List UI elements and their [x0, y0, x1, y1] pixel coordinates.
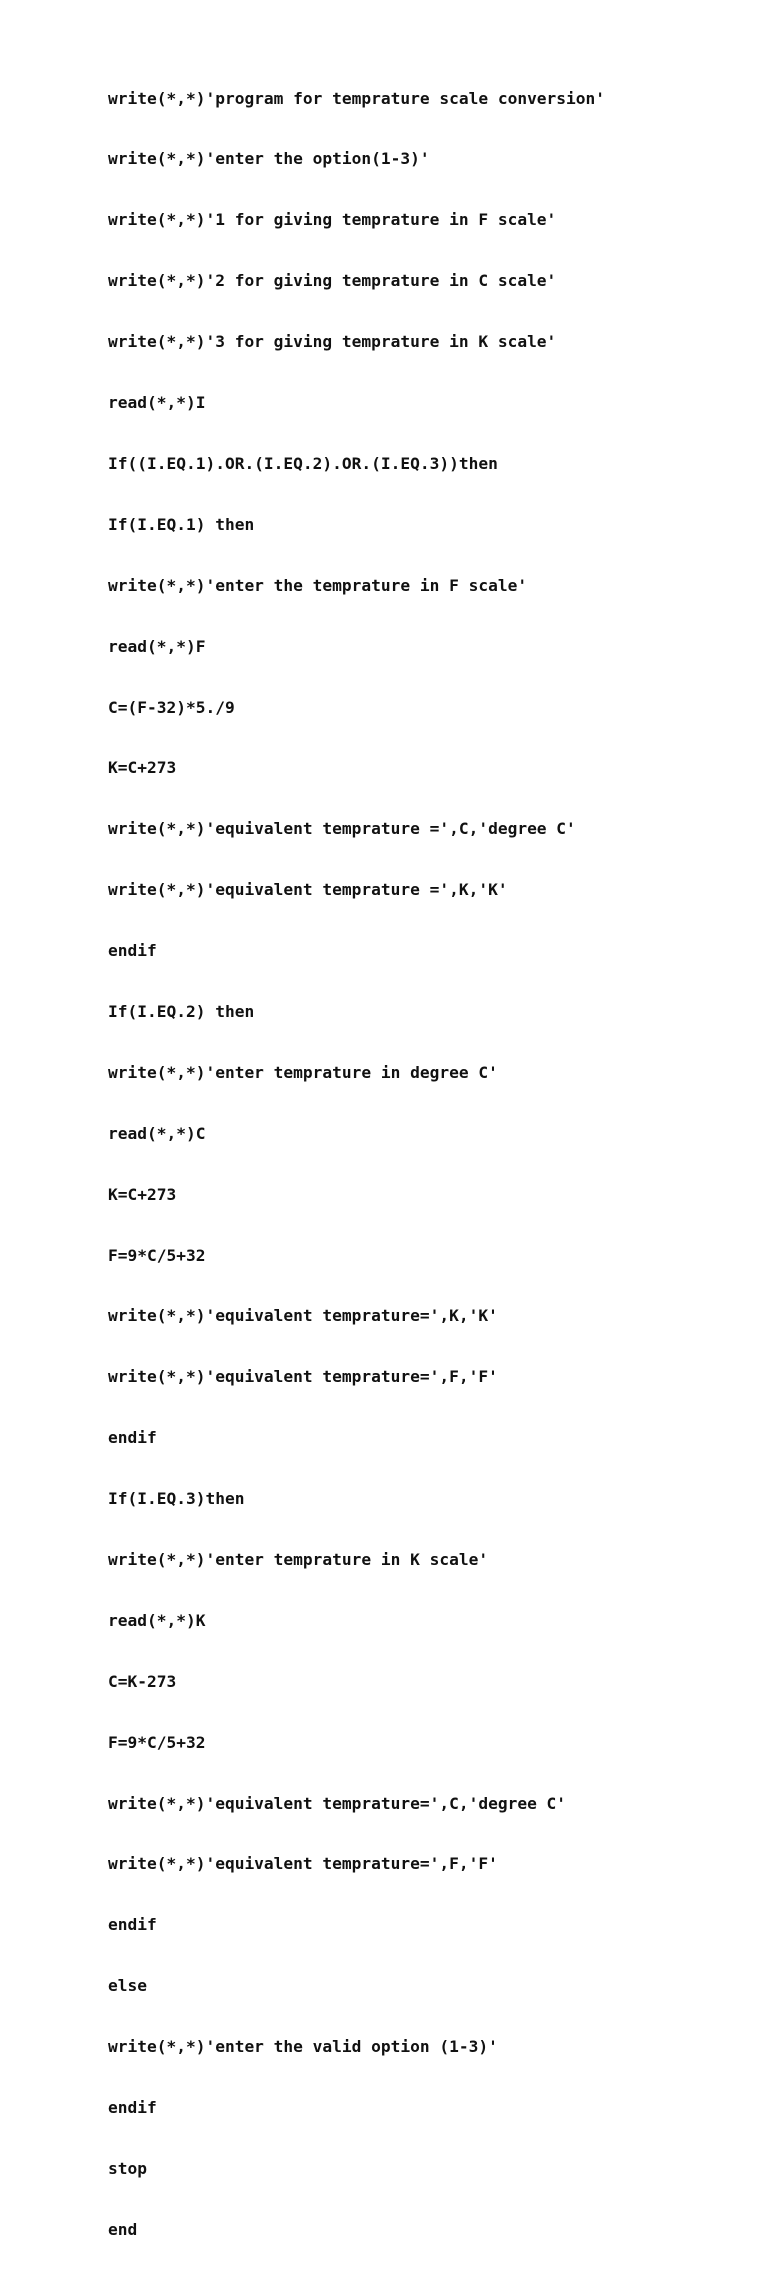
code-listing: [108, 48, 605, 2281]
code-line: write(*,*)'program for temprature scale conversion': [108, 88, 606, 108]
code-line: K=C+273: [108, 758, 177, 778]
code-line: If(I.EQ.3)then: [108, 1489, 245, 1509]
code-line: If((I.EQ.1).OR.(I.EQ.2).OR.(I.EQ.3))then: [108, 453, 498, 473]
code-line: endif: [108, 1428, 157, 1448]
code-line: F=9*C/5+32: [108, 1245, 206, 1265]
code-line: read(*,*)I: [108, 393, 206, 413]
code-line: write(*,*)'enter the temprature in F scale': [108, 575, 528, 595]
code-line: read(*,*)K: [108, 1610, 206, 1630]
code-line: write(*,*)'1 for giving temprature in F scale': [108, 210, 557, 230]
code-line: K=C+273: [108, 1184, 177, 1204]
code-line: endif: [108, 2097, 157, 2117]
code-line: C=K-273: [108, 1671, 177, 1691]
code-line: write(*,*)'enter the option(1-3)': [108, 149, 430, 169]
code-line: C=(F-32)*5./9: [108, 697, 235, 717]
code-line: write(*,*)'enter temprature in K scale': [108, 1549, 489, 1569]
code-line: write(*,*)'equivalent temprature=',F,'F': [108, 1854, 498, 1874]
code-line: read(*,*)F: [108, 636, 206, 656]
code-line: write(*,*)'3 for giving temprature in K scale': [108, 332, 557, 352]
code-line: write(*,*)'equivalent temprature =',C,'degree C': [108, 819, 576, 839]
code-line: F=9*C/5+32: [108, 1732, 206, 1752]
code-line: write(*,*)'equivalent temprature=',F,'F': [108, 1367, 498, 1387]
code-line: write(*,*)'equivalent temprature =',K,'K': [108, 880, 508, 900]
code-line: stop: [108, 2158, 147, 2178]
code-line: If(I.EQ.1) then: [108, 514, 255, 534]
code-line: write(*,*)'equivalent temprature=',C,'degree C': [108, 1793, 567, 1813]
code-line: else: [108, 1976, 147, 1996]
code-line: write(*,*)'enter temprature in degree C': [108, 1062, 498, 1082]
code-line: endif: [108, 941, 157, 961]
code-line: endif: [108, 1915, 157, 1935]
code-line: write(*,*)'enter the valid option (1-3)': [108, 2037, 498, 2057]
code-line: read(*,*)C: [108, 1123, 206, 1143]
code-line: end: [108, 2219, 138, 2239]
code-line: If(I.EQ.2) then: [108, 1001, 255, 1021]
code-line: write(*,*)'equivalent temprature=',K,'K': [108, 1306, 498, 1326]
code-line: write(*,*)'2 for giving temprature in C scale': [108, 271, 557, 291]
